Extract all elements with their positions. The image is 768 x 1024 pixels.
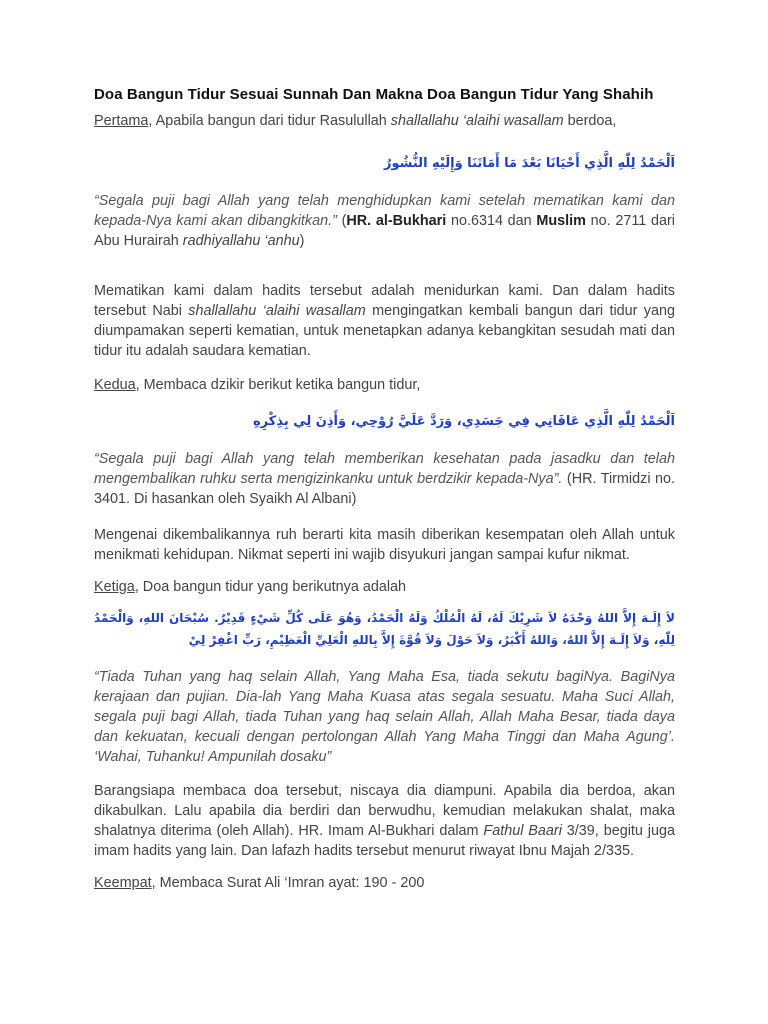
text: (HR. Tirmidzi no. 3401. Di hasankan oleh Syaikh Al Albani) (94, 471, 675, 507)
arabic-prayer-1: اَلْحَمْدُ لِلّٰهِ الَّذِي أَحْيَانَا بَعْدَ مَا أَمَاتَنَا وَإِلَيْهِ النُّشُورُ (384, 156, 675, 171)
section-pertama-intro (94, 111, 675, 131)
text: , Doa bangun tidur yang berikutnya adalah (134, 579, 407, 595)
source-muslim: Muslim (536, 213, 586, 229)
section-kedua-intro (94, 375, 675, 395)
text: , Membaca dzikir berikut ketika bangun tidur, (135, 377, 421, 393)
text: 3/39, begitu juga imam hadits yang lain. Dan lafazh hadits tersebut menurut riwayat Ibnu Majah 2/335. (94, 823, 675, 859)
paragraph-3 (94, 781, 675, 861)
arabic-prayer-2: اَلْحَمْدُ لِلّٰهِ الَّذِي عَافَانِي فِي جَسَدِي، وَرَدَّ عَلَيَّ رُوْحِي، وَأَذِنَ لِي بِذِكْرِهِ (252, 414, 675, 429)
text: ) (299, 233, 305, 249)
translation-2 (94, 449, 675, 509)
text-italic: Fathul Baari (483, 823, 562, 839)
source-bukhari: HR. al-Bukhari (346, 213, 447, 229)
text: , Apabila bangun dari tidur Rasulullah (148, 113, 391, 129)
section-ketiga-label: Ketiga (94, 579, 135, 595)
text: no.6314 dan (446, 213, 537, 229)
text: berdoa, (563, 113, 617, 129)
section-kedua-label: Kedua (94, 377, 136, 393)
arabic-prayer-3: لاَ إِلَـهَ إِلاَّ اللهُ وَحْدَهُ لاَ شَرِيْكَ لَهُ، لَهُ الْمُلْكُ وَلَهُ الْحَمْدُ، وَهُوَ عَلَى كُلِّ شَيْءٍ قَدِيْرٌ. سُبْحَانَ اللهِ، وَالْحَمْدُ لِلّٰهِ، وَلاَ إِلَـهَ إِلاَّ اللهُ، وَاللهُ أَكْبَرُ، وَلاَ حَوْلَ وَلاَ قُوَّةَ إِلاَّ بِاللهِ الْعَلِيِّ الْعَظِيْمِ، رَبِّ اغْفِرْ لِيْ (94, 611, 675, 647)
text: , Membaca Surat Ali ‘Imran ayat: 190 - 200 (151, 875, 425, 891)
quote-1: “Segala puji bagi Allah yang telah menghidupkan kami setelah mematikan kami dan kepada-Nya kami akan dibangkitkan.” (94, 193, 675, 229)
section-ketiga-intro (94, 577, 675, 597)
section-pertama-label: Pertama (94, 113, 149, 129)
section-keempat-intro (94, 873, 675, 893)
text: no. 2711 dari Abu Hurairah (94, 213, 675, 249)
text: mengingatkan kembali bangun dari tidur yang diumpamakan seperti kematian, untuk menetapkan adanya kebangkitan sesudah mati dan tidur itu adalah saudara kematian. (94, 303, 676, 359)
paragraph-2: Mengenai dikembalikannya ruh berarti kita masih diberikan kesempatan oleh Allah untuk menikmati kehidupan. Nikmat seperti ini wajib disyukuri jangan sampai kufur nikmat. (94, 527, 675, 563)
translation-1 (94, 191, 675, 251)
text: Mematikan kami dalam hadits tersebut adalah menidurkan kami. Dan dalam hadits tersebut Nabi (94, 283, 675, 319)
text: ( (336, 213, 347, 229)
document-title: Doa Bangun Tidur Sesuai Sunnah Dan Makna Doa Bangun Tidur Yang Shahih (94, 86, 654, 103)
text-italic: shallallahu ‘alaihi wasallam (188, 303, 366, 319)
text: Barangsiapa membaca doa tersebut, niscaya dia diampuni. Apabila dia berdoa, akan dikabulkan. Lalu apabila dia berdiri dan berwudhu, kemudian melakukan shalat, maka shalatnya diterima (oleh Allah). HR. Imam Al-Bukhari dalam (94, 783, 675, 839)
quote-2: “Segala puji bagi Allah yang telah memberikan kesehatan pada jasadku dan telah mengembalikan ruhku serta mengizinkanku untuk berdzikir kepada-Nya”. (94, 451, 675, 487)
document-page (94, 86, 675, 893)
text-italic: radhiyallahu ‘anhu (182, 233, 300, 249)
paragraph-1 (94, 281, 675, 361)
translation-3 (94, 667, 675, 767)
section-keempat-label: Keempat (94, 875, 152, 891)
quote-3: “Tiada Tuhan yang haq selain Allah, Yang Maha Esa, tiada sekutu bagiNya. BagiNya kerajaan dan pujian. Dia-lah Yang Maha Kuasa atas segala sesuatu. Maha Suci Allah, segala puji bagi Allah, tiada Tuhan yang haq selain Allah, Allah Maha Besar, tiada daya dan kekuatan, kecuali dengan pertolongan Allah Yang Maha Tinggi dan Maha Agung’. ‘Wahai, Tuhanku! Ampunilah dosaku” (94, 669, 675, 765)
text-italic: shallallahu ‘alaihi wasallam (390, 113, 564, 129)
